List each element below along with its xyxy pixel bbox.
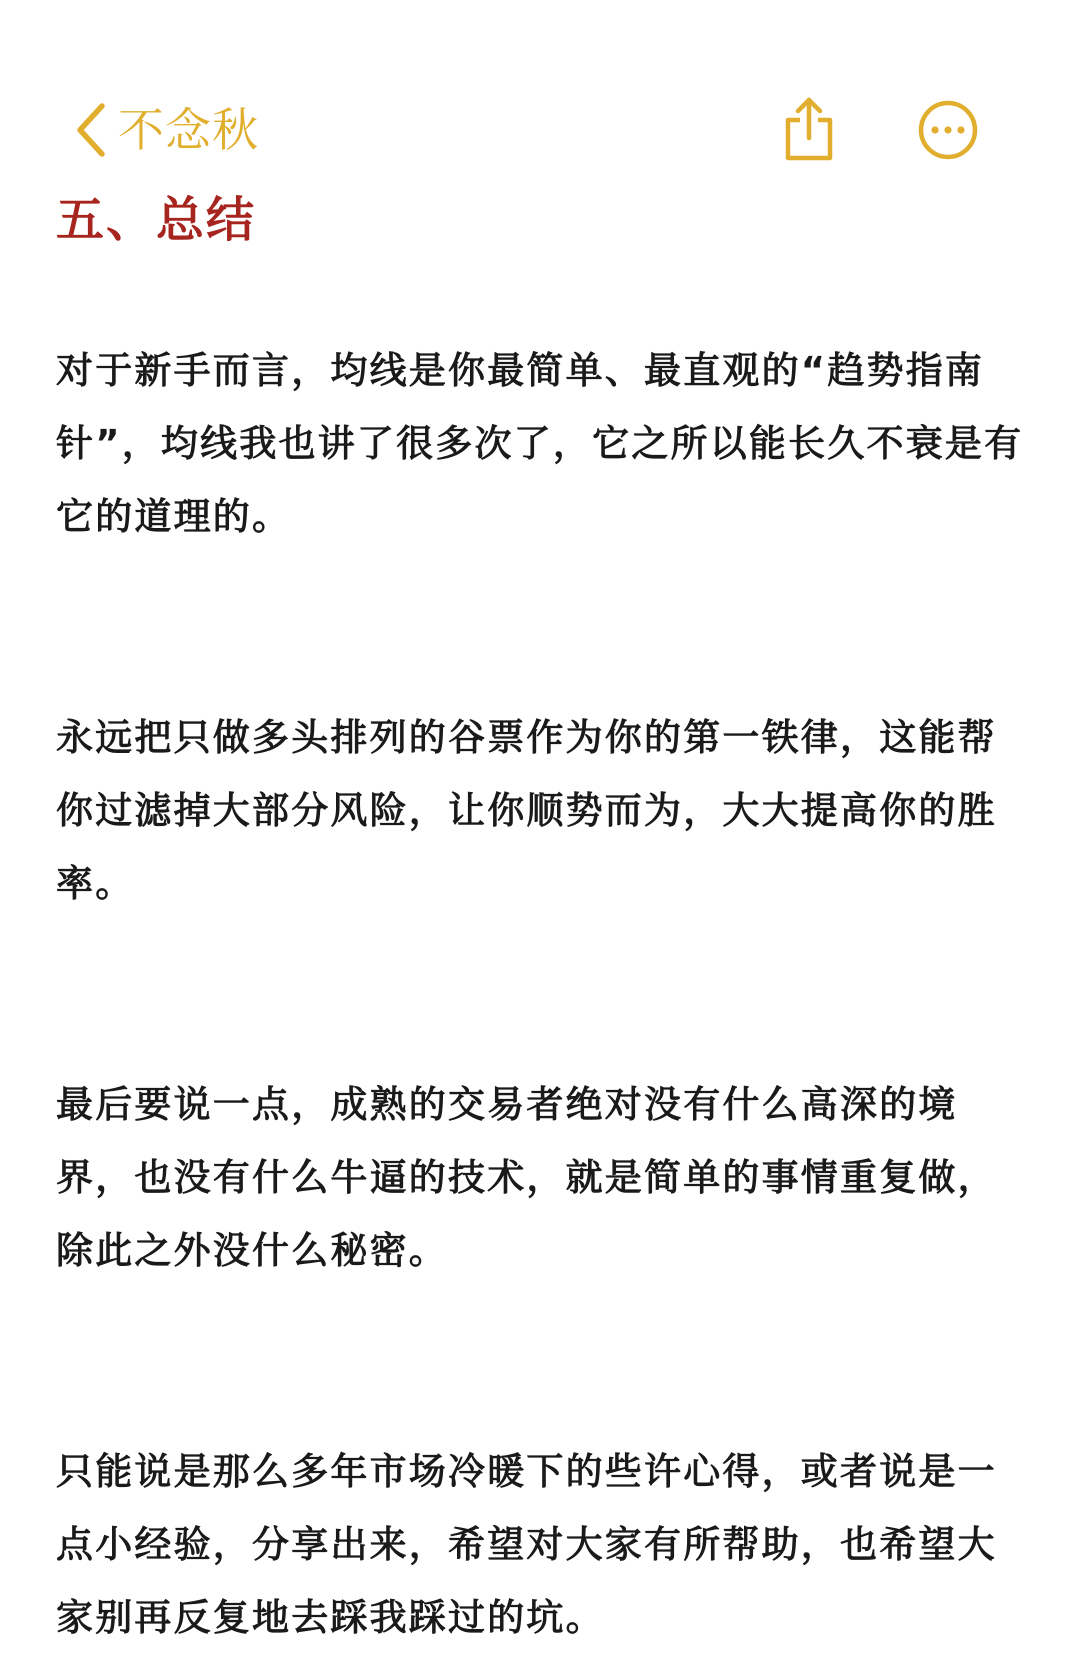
paragraph: 永远把只做多头排列的谷票作为你的第一铁律，这能帮你过滤掉大部分风险，让你顺势而为，大大提高你的胜率。 [56, 716, 997, 905]
chevron-left-icon [72, 102, 108, 158]
note-body [56, 334, 1024, 1654]
paragraph: 对于新手而言，均线是你最简单、最直观的“趋势指南针”，均线我也讲了很多次了，它之所以能长久不衰是有它的道理的。 [56, 349, 1024, 538]
more-icon [916, 98, 980, 162]
paragraph: 最后要说一点，成熟的交易者绝对没有什么高深的境界，也没有什么牛逼的技术，就是简单的事情重复做，除此之外没什么秘密。 [56, 1083, 997, 1272]
navigation-bar [0, 90, 1080, 170]
paragraph: 只能说是那么多年市场冷暖下的些许心得，或者说是一点小经验，分享出来，希望对大家有所帮助，也希望大家别再反复地去踩我踩过的坑。 [56, 1450, 997, 1639]
back-label: 不念秋 [118, 103, 259, 157]
back-button[interactable] [72, 98, 259, 162]
share-button[interactable] [780, 96, 838, 162]
more-button[interactable] [916, 98, 980, 162]
note-title: 五、总结 [56, 192, 257, 248]
share-icon [780, 96, 838, 162]
